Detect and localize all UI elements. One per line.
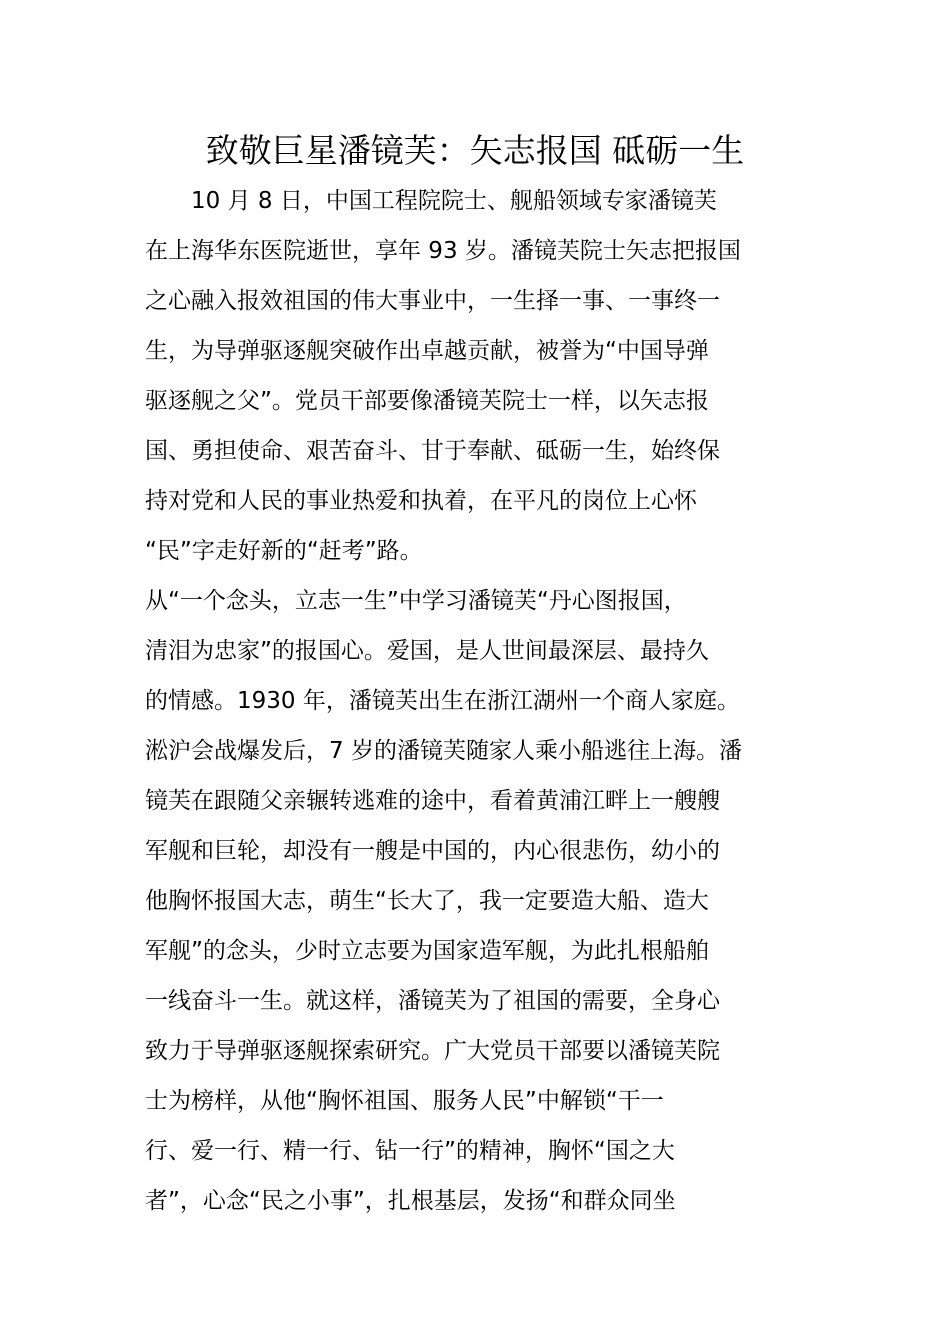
text-line: 驱逐舰之父”。党员干部要像潘镜芙院士一样，以矢志报 <box>145 388 709 414</box>
text-line: 之心融入报效祖国的伟大事业中，一生择一事、一事终一 <box>145 288 720 314</box>
text-line: 生，为导弹驱逐舰突破作出卓越贡献，被誉为“中国导弹 <box>145 338 709 364</box>
text-line: 持对党和人民的事业热爱和执着，在平凡的岗位上心怀 <box>145 488 697 514</box>
text-line: 致力于导弹驱逐舰探索研究。广大党员干部要以潘镜芙院 <box>145 1038 720 1064</box>
text-line: 在上海华东医院逝世，享年 93 岁。潘镜芙院士矢志把报国 <box>145 238 741 264</box>
text-line: 士为榜样，从他“胸怀祖国、服务人民”中解锁“干一 <box>145 1088 664 1114</box>
text-line: 军舰”的念头，少时立志要为国家造军舰，为此扎根船舶 <box>145 938 709 964</box>
text-line: 10 月 8 日，中国工程院院士、舰船领域专家潘镜芙 <box>145 188 717 214</box>
text-line: 军舰和巨轮，却没有一艘是中国的，内心很悲伤，幼小的 <box>145 838 720 864</box>
text-line: 他胸怀报国大志，萌生“长大了，我一定要造大船、造大 <box>145 888 709 914</box>
text-line: 清泪为忠家”的报国心。爱国，是人世间最深层、最持久 <box>145 638 709 664</box>
text-line: 的情感。1930 年，潘镜芙出生在浙江湖州一个商人家庭。 <box>145 688 740 714</box>
text-line: 者”，心念“民之小事”，扎根基层，发扬“和群众同坐 <box>145 1188 676 1214</box>
text-line: 淞沪会战爆发后，7 岁的潘镜芙随家人乘小船逃往上海。潘 <box>145 738 742 764</box>
page-title: 致敬巨星潘镜芙：矢志报国 砥砺一生 <box>205 131 745 170</box>
text-line: 一线奋斗一生。就这样，潘镜芙为了祖国的需要，全身心 <box>145 988 720 1014</box>
text-line: 行、爱一行、精一行、钻一行”的精神，胸怀“国之大 <box>145 1138 675 1164</box>
text-line: 从“一个念头，立志一生”中学习潘镜芙“丹心图报国， <box>145 588 687 614</box>
text-line: 国、勇担使命、艰苦奋斗、甘于奉献、砥砺一生，始终保 <box>145 438 720 464</box>
text-line: “民”字走好新的“赶考”路。 <box>145 538 423 564</box>
text-line: 镜芙在跟随父亲辗转逃难的途中，看着黄浦江畔上一艘艘 <box>145 788 720 814</box>
